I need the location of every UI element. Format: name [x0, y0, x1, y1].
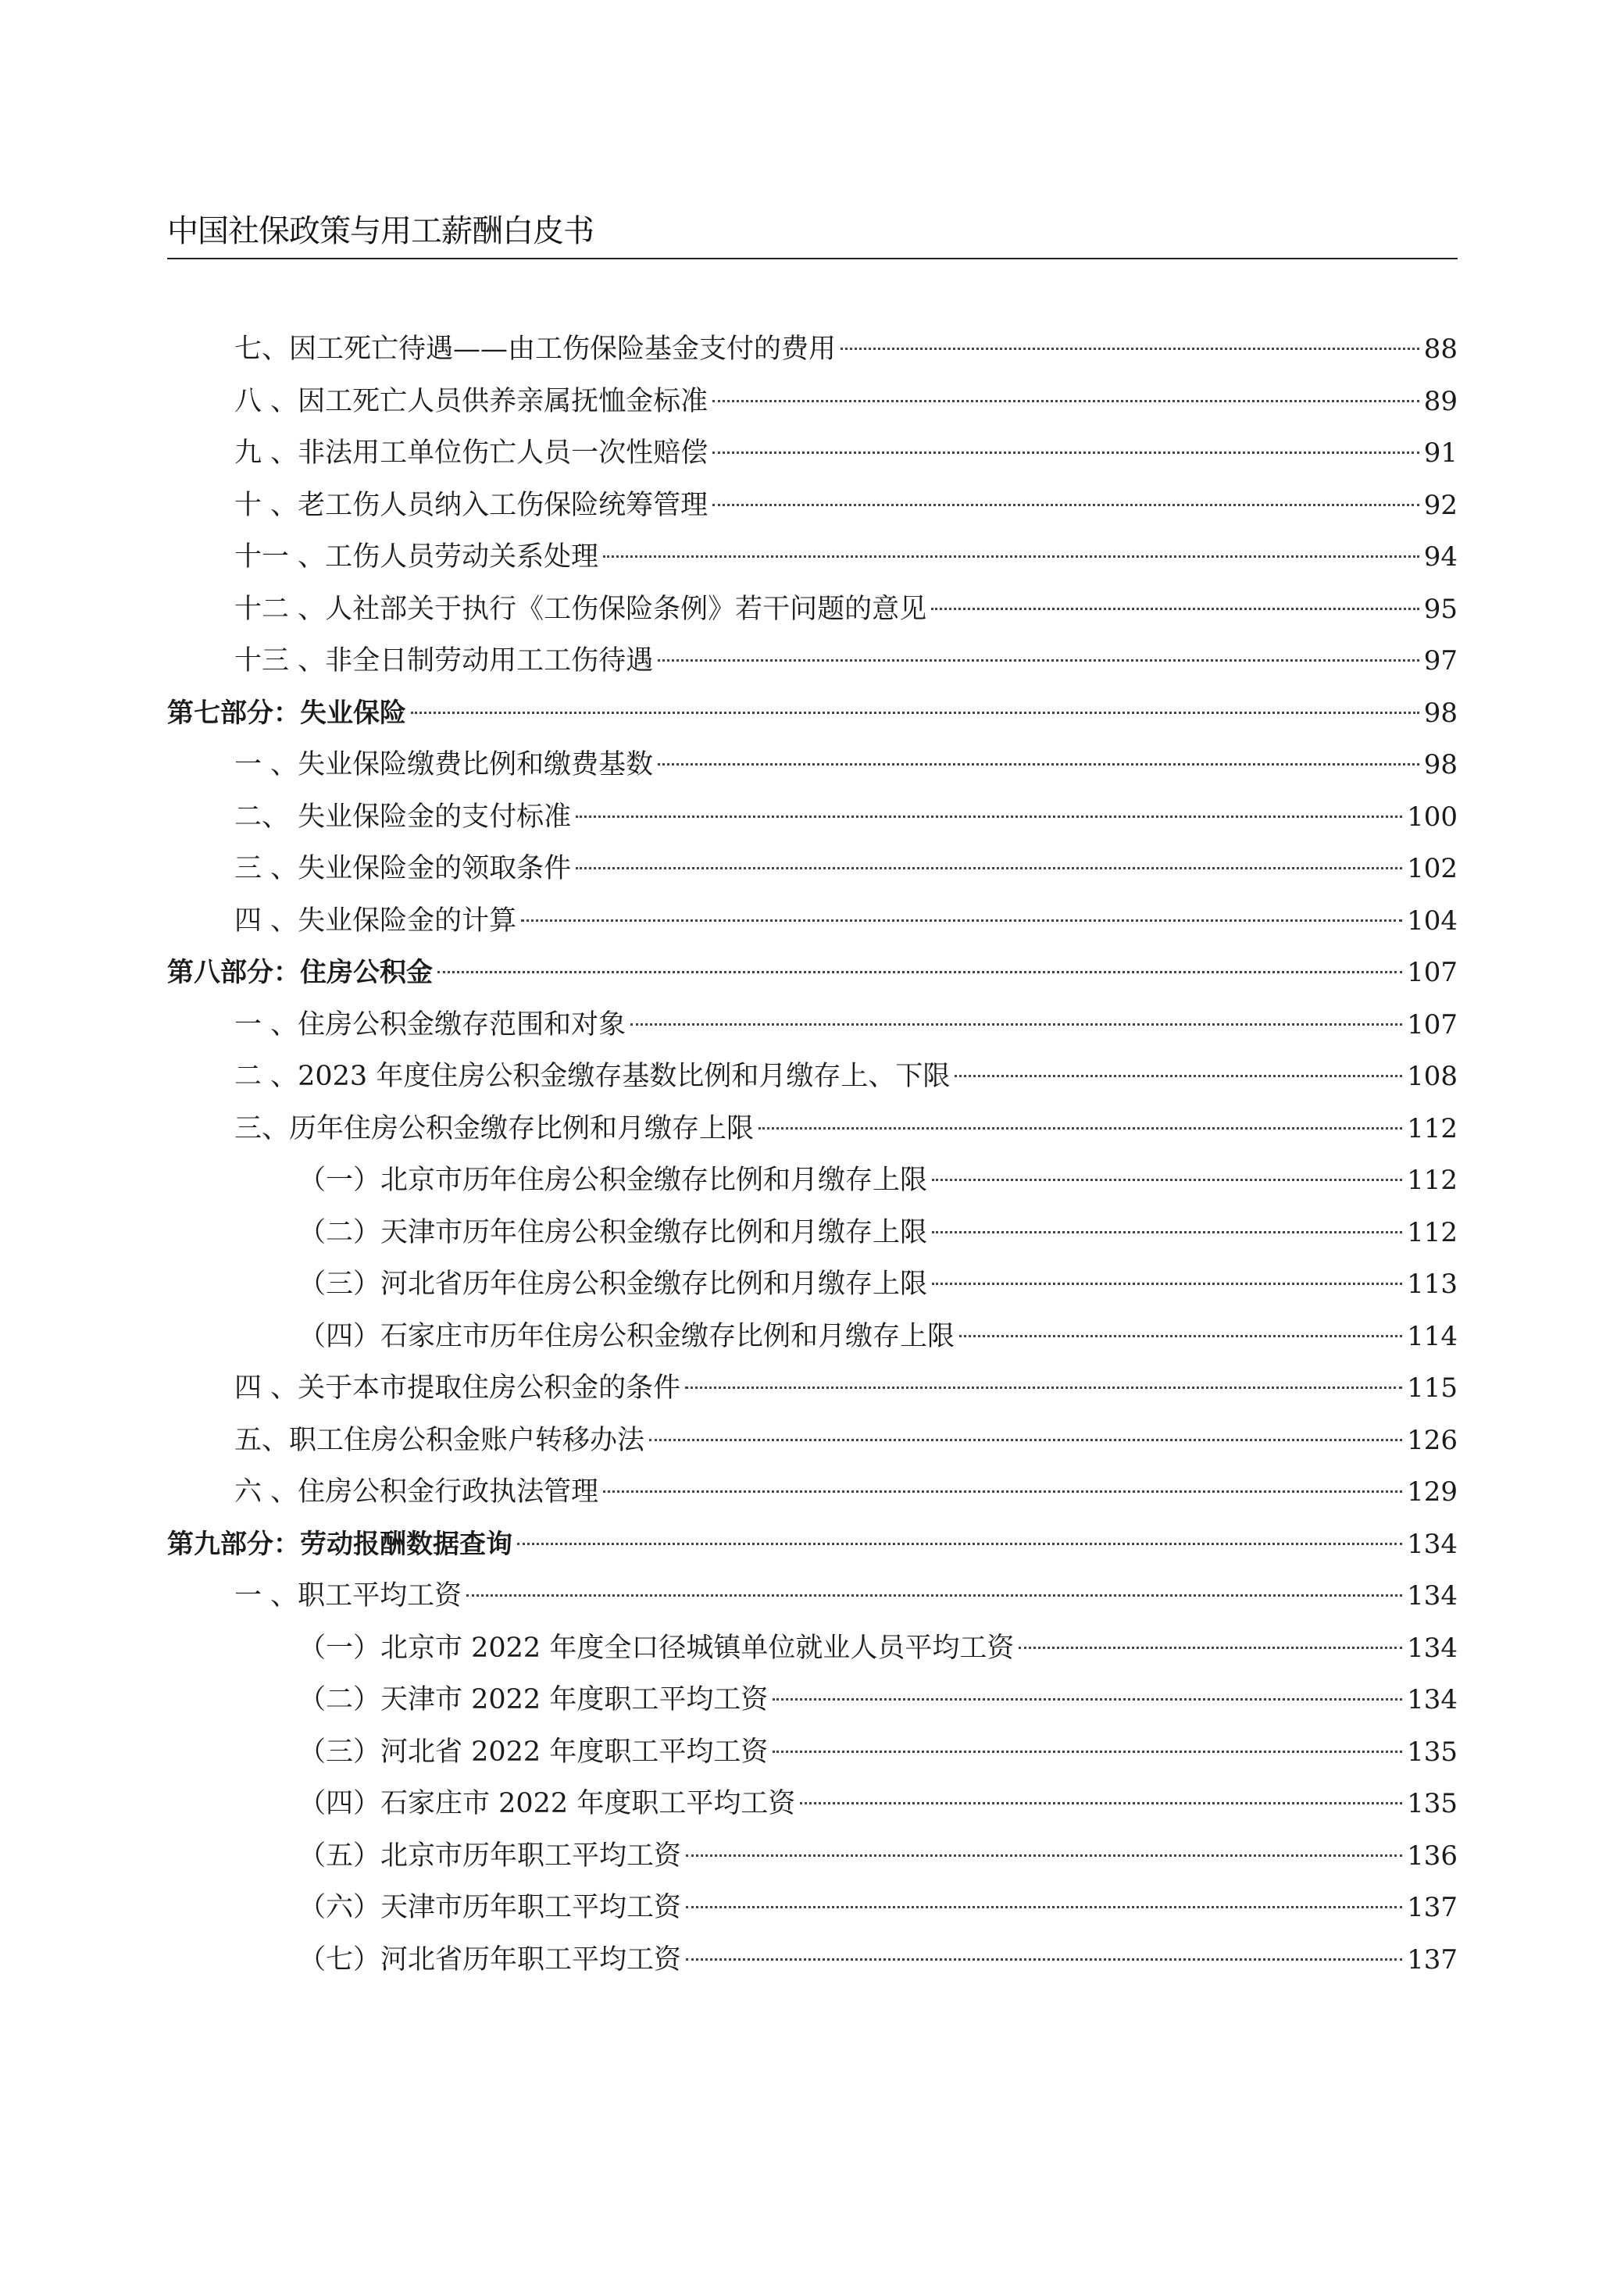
toc-part-heading[interactable] [167, 687, 1458, 740]
toc-entry[interactable] [167, 1622, 1458, 1675]
toc-page-number: 91 [1423, 437, 1458, 469]
dot-leader [712, 452, 1419, 454]
toc-page-number: 134 [1407, 1528, 1458, 1560]
toc-entry[interactable] [167, 1311, 1458, 1363]
dot-leader [466, 1594, 1402, 1597]
toc-page-number: 137 [1407, 1943, 1458, 1976]
dot-leader [576, 816, 1402, 818]
toc-entry[interactable] [167, 895, 1458, 948]
toc-entry-title: 六 、住房公积金行政执法管理 [234, 1476, 599, 1508]
toc-page-number: 94 [1423, 541, 1458, 573]
dot-leader [630, 1023, 1402, 1026]
toc-entry-title: （一）北京市 2022 年度全口径城镇单位就业人员平均工资 [298, 1632, 1015, 1664]
toc-page-number: 98 [1423, 697, 1458, 729]
toc-entry-title: 七、因工死亡待遇——由工伤保险基金支付的费用 [234, 334, 837, 365]
toc-entry[interactable] [167, 1726, 1458, 1779]
toc-entry[interactable] [167, 999, 1458, 1051]
toc-entry[interactable] [167, 1570, 1458, 1622]
dot-leader [576, 867, 1402, 869]
dot-leader [955, 1075, 1402, 1077]
toc-page-number: 95 [1423, 593, 1458, 625]
toc-page-number: 92 [1423, 489, 1458, 521]
dot-leader [758, 1127, 1402, 1130]
toc-part-heading[interactable] [167, 947, 1458, 999]
dot-leader [1019, 1647, 1402, 1649]
header-rule [167, 258, 1458, 259]
toc-entry-title: （三）河北省历年住房公积金缴存比例和月缴存上限 [298, 1269, 928, 1300]
dot-leader [603, 555, 1419, 558]
toc-entry[interactable] [167, 1674, 1458, 1726]
dot-leader [931, 608, 1419, 610]
toc-entry[interactable] [167, 1207, 1458, 1259]
dot-leader [932, 1283, 1402, 1285]
toc-page-number: 98 [1423, 749, 1458, 780]
toc-entry[interactable] [167, 843, 1458, 895]
toc-entry[interactable] [167, 1830, 1458, 1883]
toc-entry[interactable] [167, 1258, 1458, 1311]
toc-entry-title: 三、历年住房公积金缴存比例和月缴存上限 [234, 1112, 755, 1144]
toc-entry[interactable] [167, 1466, 1458, 1519]
toc-entry-title: 一 、职工平均工资 [234, 1580, 462, 1611]
toc-entry-title: 一 、住房公积金缴存范围和对象 [234, 1008, 626, 1040]
toc-entry-title: （四）石家庄市历年住房公积金缴存比例和月缴存上限 [298, 1320, 955, 1352]
toc-page-number: 112 [1407, 1112, 1458, 1144]
dot-leader [800, 1802, 1402, 1804]
toc-entry-title: 一 、失业保险缴费比例和缴费基数 [234, 749, 654, 780]
dot-leader [686, 1854, 1402, 1857]
toc-page-number: 97 [1423, 645, 1458, 676]
toc-entry-title: （四）石家庄市 2022 年度职工平均工资 [298, 1788, 796, 1819]
toc-entry-title: 十二 、人社部关于执行《工伤保险条例》若干问题的意见 [234, 593, 927, 625]
dot-leader [841, 348, 1419, 350]
toc-page-number: 104 [1407, 905, 1458, 937]
dot-leader [686, 1906, 1402, 1908]
toc-page-number: 113 [1407, 1269, 1458, 1300]
running-header-title: 中国社保政策与用工薪酬白皮书 [167, 213, 594, 249]
toc-entry[interactable] [167, 1415, 1458, 1467]
toc-entry[interactable] [167, 739, 1458, 791]
toc-entry[interactable] [167, 480, 1458, 532]
dot-leader [658, 659, 1419, 662]
toc-page-number: 137 [1407, 1892, 1458, 1923]
toc-page-number: 107 [1407, 957, 1458, 988]
dot-leader [658, 763, 1419, 766]
toc-part-heading[interactable] [167, 1519, 1458, 1571]
toc-entry[interactable] [167, 531, 1458, 584]
toc-entry[interactable] [167, 635, 1458, 687]
toc-entry-title: 八 、因工死亡人员供养亲属抚恤金标准 [234, 385, 708, 417]
dot-leader [411, 712, 1419, 714]
dot-leader [712, 504, 1419, 506]
toc-page-number: 134 [1407, 1632, 1458, 1664]
toc-page-number: 129 [1407, 1476, 1458, 1508]
toc-page-number: 88 [1423, 334, 1458, 365]
toc-entry-title: （五）北京市历年职工平均工资 [298, 1840, 682, 1872]
dot-leader [932, 1179, 1402, 1181]
toc-entry-title: 十 、老工伤人员纳入工伤保险统筹管理 [234, 489, 708, 521]
toc-page-number: 134 [1407, 1684, 1458, 1715]
dot-leader [686, 1958, 1402, 1961]
toc-entry-title: 四 、关于本市提取住房公积金的条件 [234, 1372, 681, 1404]
dot-leader [603, 1490, 1402, 1493]
toc-entry[interactable] [167, 427, 1458, 480]
toc-entry-title: （六）天津市历年职工平均工资 [298, 1892, 682, 1923]
toc-page-number: 107 [1407, 1008, 1458, 1040]
toc-page-number: 135 [1407, 1788, 1458, 1819]
toc-entry[interactable] [167, 1155, 1458, 1207]
toc-entry-title: （一）北京市历年住房公积金缴存比例和月缴存上限 [298, 1165, 928, 1196]
toc-entry-title: 二、 失业保险金的支付标准 [234, 801, 572, 833]
toc-entry[interactable] [167, 1051, 1458, 1103]
toc-entry-title: 五、职工住房公积金账户转移办法 [234, 1424, 645, 1456]
table-of-contents [167, 323, 1458, 1986]
toc-page-number: 112 [1407, 1165, 1458, 1196]
dot-leader [521, 919, 1402, 922]
dot-leader [517, 1543, 1402, 1545]
toc-page-number: 100 [1407, 801, 1458, 833]
toc-page-number: 114 [1407, 1320, 1458, 1352]
dot-leader [712, 400, 1419, 402]
toc-page-number: 115 [1407, 1372, 1458, 1404]
toc-page-number: 136 [1407, 1840, 1458, 1872]
toc-entry[interactable] [167, 584, 1458, 636]
toc-entry-title: 四 、失业保险金的计算 [234, 905, 517, 937]
toc-page-number: 112 [1407, 1216, 1458, 1248]
toc-page-number: 102 [1407, 853, 1458, 884]
toc-page-number: 89 [1423, 385, 1458, 417]
toc-page-number: 126 [1407, 1424, 1458, 1456]
toc-entry[interactable] [167, 376, 1458, 428]
toc-page-number: 108 [1407, 1061, 1458, 1092]
toc-entry[interactable] [167, 791, 1458, 844]
toc-entry-title: 第八部分：住房公积金 [167, 957, 433, 988]
toc-entry[interactable] [167, 1934, 1458, 1986]
toc-page-number: 135 [1407, 1736, 1458, 1768]
toc-entry[interactable] [167, 323, 1458, 376]
dot-leader [773, 1751, 1402, 1753]
toc-entry-title: 第九部分：劳动报酬数据查询 [167, 1528, 512, 1560]
dot-leader [437, 971, 1402, 973]
toc-entry-title: （七）河北省历年职工平均工资 [298, 1943, 682, 1976]
toc-entry-title: （二）天津市历年住房公积金缴存比例和月缴存上限 [298, 1216, 928, 1248]
dot-leader [773, 1698, 1402, 1701]
toc-page-number: 134 [1407, 1580, 1458, 1611]
toc-entry-title: 九 、非法用工单位伤亡人员一次性赔偿 [234, 437, 708, 469]
toc-entry-title: （二）天津市 2022 年度职工平均工资 [298, 1684, 769, 1715]
toc-entry-title: 三 、失业保险金的领取条件 [234, 853, 572, 884]
toc-entry-title: 十一 、工伤人员劳动关系处理 [234, 541, 599, 573]
toc-entry[interactable] [167, 1778, 1458, 1830]
dot-leader [685, 1387, 1402, 1389]
toc-entry-title: （三）河北省 2022 年度职工平均工资 [298, 1736, 769, 1768]
toc-entry-title: 第七部分：失业保险 [167, 697, 406, 729]
dot-leader [649, 1439, 1402, 1441]
dot-leader [959, 1335, 1402, 1337]
toc-entry-title: 二 、2023 年度住房公积金缴存基数比例和月缴存上、下限 [234, 1061, 951, 1092]
toc-entry[interactable] [167, 1362, 1458, 1415]
toc-entry[interactable] [167, 1882, 1458, 1934]
toc-entry[interactable] [167, 1103, 1458, 1155]
toc-entry-title: 十三 、非全日制劳动用工工伤待遇 [234, 645, 654, 676]
dot-leader [932, 1231, 1402, 1233]
